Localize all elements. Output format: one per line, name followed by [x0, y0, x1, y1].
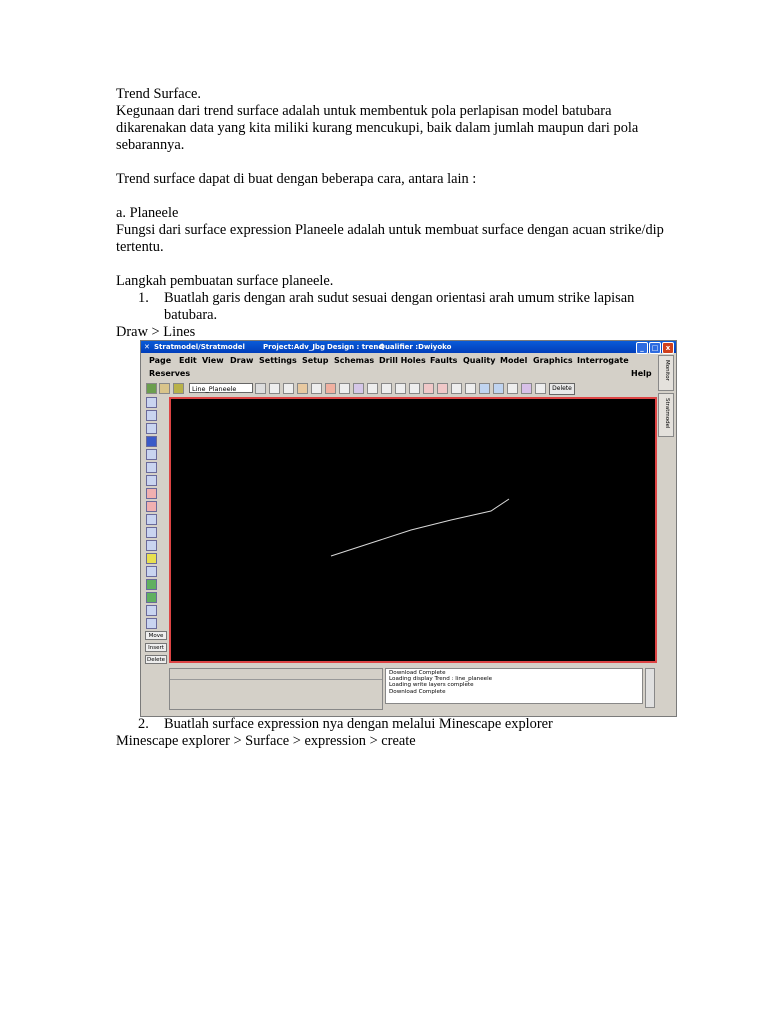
- tool-icon-17[interactable]: [507, 383, 518, 394]
- menu-setup[interactable]: Setup: [302, 356, 329, 365]
- help-icon[interactable]: [535, 383, 546, 394]
- left-tool-13[interactable]: [146, 553, 157, 564]
- left-delete-button[interactable]: Delete: [146, 657, 166, 663]
- step-2-text: Buatlah surface expression nya dengan melalui Minescape explorer: [164, 716, 553, 732]
- left-toolbox: [145, 397, 167, 667]
- toolbar: [145, 382, 657, 396]
- doc-title: Trend Surface.: [116, 86, 201, 102]
- left-tool-14[interactable]: [146, 566, 157, 577]
- left-tool-9[interactable]: [146, 501, 157, 512]
- menu-page[interactable]: Page: [149, 356, 172, 365]
- doc-intro: Kegunaan dari trend surface adalah untuk membentuk pola perlapisan model batubara dikarenakan data yang kita miliki kurang mencukupi, baik dalam jumlah maupun dari pola sebarannya.: [116, 103, 639, 153]
- right-tabs: [658, 355, 674, 655]
- left-tool-2[interactable]: [146, 410, 157, 421]
- status-panel-left: [169, 668, 383, 710]
- steps-heading: Langkah pembuatan surface planeele.: [116, 273, 334, 289]
- tool-icon-6[interactable]: [325, 383, 336, 394]
- tool-icon-1[interactable]: [146, 383, 157, 394]
- menu-graphics[interactable]: Graphics: [533, 356, 573, 365]
- step-2: [116, 716, 676, 733]
- step-1-path: Draw > Lines: [116, 324, 196, 340]
- tool-icon-7[interactable]: [339, 383, 350, 394]
- left-tool-8[interactable]: [146, 488, 157, 499]
- message-scrollbar[interactable]: [645, 668, 655, 708]
- chevron-down-icon[interactable]: [255, 383, 266, 394]
- window-title-app: Stratmodel/Stratmodel: [154, 343, 245, 351]
- close-button[interactable]: x: [662, 342, 674, 354]
- tool-icon-12[interactable]: [409, 383, 420, 394]
- tool-icon-14[interactable]: [437, 383, 448, 394]
- left-tool-5[interactable]: [146, 449, 157, 460]
- left-tool-6[interactable]: [146, 462, 157, 473]
- menubar-row-2: [147, 368, 657, 380]
- section-a-heading: a. Planeele: [116, 205, 179, 221]
- window-titlebar: [141, 341, 676, 353]
- message-line: Download Complete: [389, 670, 446, 676]
- tool-icon-15[interactable]: [479, 383, 490, 394]
- maximize-button[interactable]: □: [649, 342, 661, 354]
- left-tool-1[interactable]: [146, 397, 157, 408]
- tool-icon-2[interactable]: [159, 383, 170, 394]
- tool-icon-18[interactable]: [521, 383, 532, 394]
- move-button[interactable]: Move: [145, 631, 167, 640]
- tab-stratmodel[interactable]: [658, 393, 674, 437]
- tool-icon-10[interactable]: [381, 383, 392, 394]
- menu-interrogate[interactable]: Interrogate: [577, 356, 629, 365]
- menubar: [147, 355, 657, 367]
- message-line: Loading display Trend : line_planeele: [389, 676, 493, 683]
- step-1-text: Buatlah garis dengan arah sudut sesuai dengan orientasi arah umum strike lapisan batubara.: [164, 290, 635, 323]
- insert-button[interactable]: Insert: [145, 643, 167, 652]
- step-1: [116, 290, 676, 324]
- planeele-line[interactable]: [331, 499, 509, 556]
- layer-select[interactable]: Line_Planeele: [189, 383, 253, 393]
- zoom-out-icon[interactable]: [465, 383, 476, 394]
- left-tool-17[interactable]: [146, 605, 157, 616]
- tool-icon-8[interactable]: [353, 383, 364, 394]
- graphics-canvas[interactable]: [169, 397, 657, 663]
- left-tool-3[interactable]: [146, 423, 157, 434]
- tool-icon-13[interactable]: [423, 383, 434, 394]
- doc-ways: Trend surface dapat di buat dengan beberapa cara, antara lain :: [116, 171, 477, 187]
- menu-schemas[interactable]: Schemas: [334, 356, 375, 365]
- minimize-button[interactable]: _: [636, 342, 648, 354]
- menu-quality[interactable]: Quality: [463, 356, 496, 365]
- tool-icon-9[interactable]: [367, 383, 378, 394]
- tool-icon-16[interactable]: [493, 383, 504, 394]
- step-2-path: Minescape explorer > Surface > expression > create: [116, 733, 416, 749]
- tab-monitor-label: Monitor: [664, 360, 670, 381]
- tab-monitor[interactable]: [658, 355, 674, 391]
- pencil-icon[interactable]: [269, 383, 280, 394]
- left-tool-18[interactable]: [146, 618, 157, 629]
- message-line: Download Complete: [389, 688, 446, 695]
- tab-stratmodel-label: Stratmodel: [664, 398, 670, 429]
- menu-view[interactable]: View: [202, 356, 224, 365]
- tool-icon-3[interactable]: [173, 383, 184, 394]
- left-tool-7[interactable]: [146, 475, 157, 486]
- menu-reserves[interactable]: Reserves: [149, 369, 191, 378]
- menu-model[interactable]: Model: [500, 356, 528, 365]
- message-log: [385, 668, 643, 704]
- tool-icon-5[interactable]: [311, 383, 322, 394]
- menu-edit[interactable]: Edit: [179, 356, 197, 365]
- step-2-number: 2.: [138, 716, 149, 732]
- cross-icon[interactable]: [283, 383, 294, 394]
- document-body: [116, 86, 676, 341]
- left-tool-12[interactable]: [146, 540, 157, 551]
- app-icon: ✕: [144, 343, 150, 351]
- document-body-continued: [116, 716, 676, 750]
- menu-settings[interactable]: Settings: [259, 356, 297, 365]
- stratmodel-screenshot: [140, 340, 677, 717]
- left-tool-11[interactable]: [146, 527, 157, 538]
- left-tool-16[interactable]: [146, 592, 157, 603]
- zoom-in-icon[interactable]: [451, 383, 462, 394]
- left-tool-4[interactable]: [146, 436, 157, 447]
- tool-icon-11[interactable]: [395, 383, 406, 394]
- left-tool-10[interactable]: [146, 514, 157, 525]
- window-title-qualifier: Qualifier :Dwiyoko: [379, 343, 452, 351]
- menu-draw[interactable]: Draw: [230, 356, 254, 365]
- window-title-project: Project:Adv_Jbg: [263, 343, 325, 351]
- canvas-svg: [171, 399, 655, 661]
- left-tool-15[interactable]: [146, 579, 157, 590]
- delete-button[interactable]: Delete: [549, 383, 575, 395]
- section-a-desc: Fungsi dari surface expression Planeele adalah untuk membuat surface dengan acuan strike/dip tertentu.: [116, 222, 664, 255]
- menu-faults[interactable]: Faults: [430, 356, 458, 365]
- step-1-number: 1.: [138, 290, 149, 306]
- message-line: Loading write layers complete: [389, 682, 474, 689]
- tool-icon-4[interactable]: [297, 383, 308, 394]
- menu-help[interactable]: Help: [631, 369, 652, 378]
- menu-drill-holes[interactable]: Drill Holes: [379, 356, 426, 365]
- window-title-design: Design : trend: [327, 343, 384, 351]
